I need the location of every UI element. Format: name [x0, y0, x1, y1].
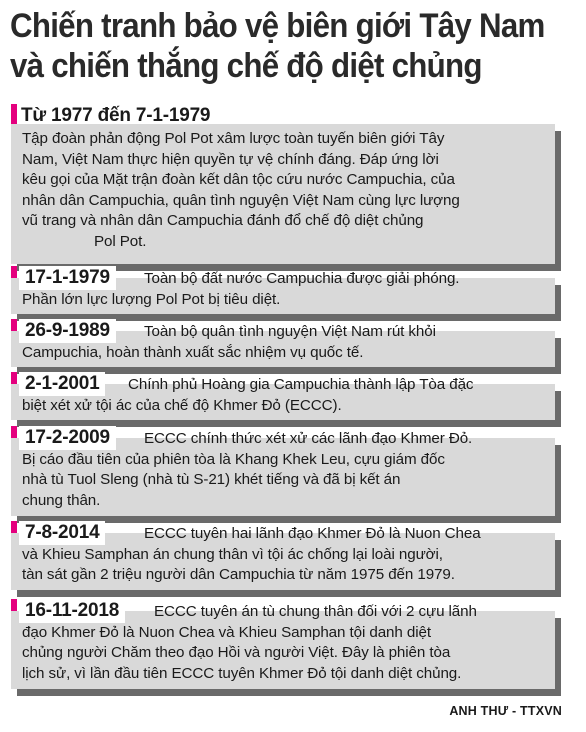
entry-line: Bị cáo đầu tiên của phiên tòa là Khang Khek Leu, cựu giám đốc: [22, 450, 445, 468]
title-line-1: Chiến tranh bảo vệ biên giới Tây Nam: [10, 7, 545, 45]
entry-date: 7-8-2014: [19, 521, 105, 545]
entry-date: 26-9-1989: [19, 319, 116, 343]
entry-text: [22, 429, 543, 511]
entry-line: lịch sử, vì lần đầu tiên ECCC tuyên Khmer Đỏ tội danh diệt chủng.: [22, 664, 462, 682]
entry-line: Campuchia, hoàn thành xuất sắc nhiệm vụ quốc tế.: [22, 343, 364, 361]
entry-line: kêu gọi của Mặt trận đoàn kết dân tộc cứu nước Campuchia, của: [22, 171, 455, 188]
entry-text: [22, 322, 543, 363]
entry-line: Toàn bộ quân tình nguyện Việt Nam rút khỏi: [144, 323, 436, 340]
entry-line: Chính phủ Hoàng gia Campuchia thành lập Tòa đặc: [128, 376, 474, 393]
entry-line: nhà tù Tuol Sleng (nhà tù S-21) khét tiếng và đã bị kết án: [22, 471, 401, 488]
entry-line: Toàn bộ đất nước Campuchia được giải phóng.: [144, 270, 460, 287]
entry-text: [22, 524, 543, 586]
entry-line: và Khieu Samphan án chung thân vì tội ác chống lại loài người,: [22, 545, 443, 563]
timeline-entry-2014: [11, 521, 555, 590]
timeline-entry-1977: [11, 104, 555, 264]
entry-line: ECCC tuyên án tù chung thân đối với 2 cựu lãnh: [154, 603, 477, 620]
entry-text: [22, 129, 543, 252]
entry-date: 16-11-2018: [19, 599, 125, 623]
entry-date: 17-1-1979: [19, 266, 116, 290]
entry-line: vũ trang và nhân dân Campuchia đánh đổ chế độ diệt chủng: [22, 212, 424, 229]
timeline-entry-1979: [11, 266, 555, 314]
entry-line: đạo Khmer Đỏ là Nuon Chea và Khieu Samphan tội danh diệt: [22, 623, 431, 641]
accent-bar: [11, 104, 17, 124]
credit-line: ANH THƯ - TTXVN: [449, 704, 562, 718]
entry-text: [22, 269, 543, 310]
entry-date: Từ 1977 đến 7-1-1979: [21, 105, 211, 126]
entry-text: [22, 602, 543, 684]
entry-line: biệt xét xử tội ác của chế độ Khmer Đỏ (ECCC).: [22, 396, 342, 414]
title-line-2: và chiến thắng chế độ diệt chủng: [10, 47, 482, 85]
entry-text: [22, 375, 543, 416]
entry-date: 2-1-2001: [19, 372, 105, 396]
entry-line: Phần lớn lực lượng Pol Pot bị tiêu diệt.: [22, 290, 281, 308]
entry-line: nhân dân Campuchia, quân tình nguyện Việt Nam cùng lực lượng: [22, 191, 460, 209]
entry-line: ECCC tuyên hai lãnh đạo Khmer Đỏ là Nuon Chea: [144, 525, 481, 542]
page-title: [10, 6, 545, 86]
timeline-entry-2009: [11, 426, 555, 516]
timeline-entry-2018: [11, 599, 555, 689]
entry-line: chung thân.: [22, 491, 101, 509]
entry-line: Nam, Việt Nam thực hiện quyền tự vệ chính đáng. Đáp ứng lời: [22, 150, 439, 168]
timeline-entry-2001: [11, 372, 555, 420]
timeline-entry-1989: [11, 319, 555, 367]
entry-line: ECCC chính thức xét xử các lãnh đạo Khmer Đỏ.: [144, 430, 473, 447]
entry-line: Tập đoàn phản động Pol Pot xâm lược toàn tuyến biên giới Tây: [22, 130, 445, 147]
entry-line: chủng người Chăm theo đạo Hồi và người Việt. Đây là phiên tòa: [22, 644, 451, 661]
entry-line: Pol Pot.: [94, 232, 147, 250]
entry-date: 17-2-2009: [19, 426, 116, 450]
entry-line: tàn sát gần 2 triệu người dân Campuchia từ năm 1975 đến 1979.: [22, 566, 455, 583]
